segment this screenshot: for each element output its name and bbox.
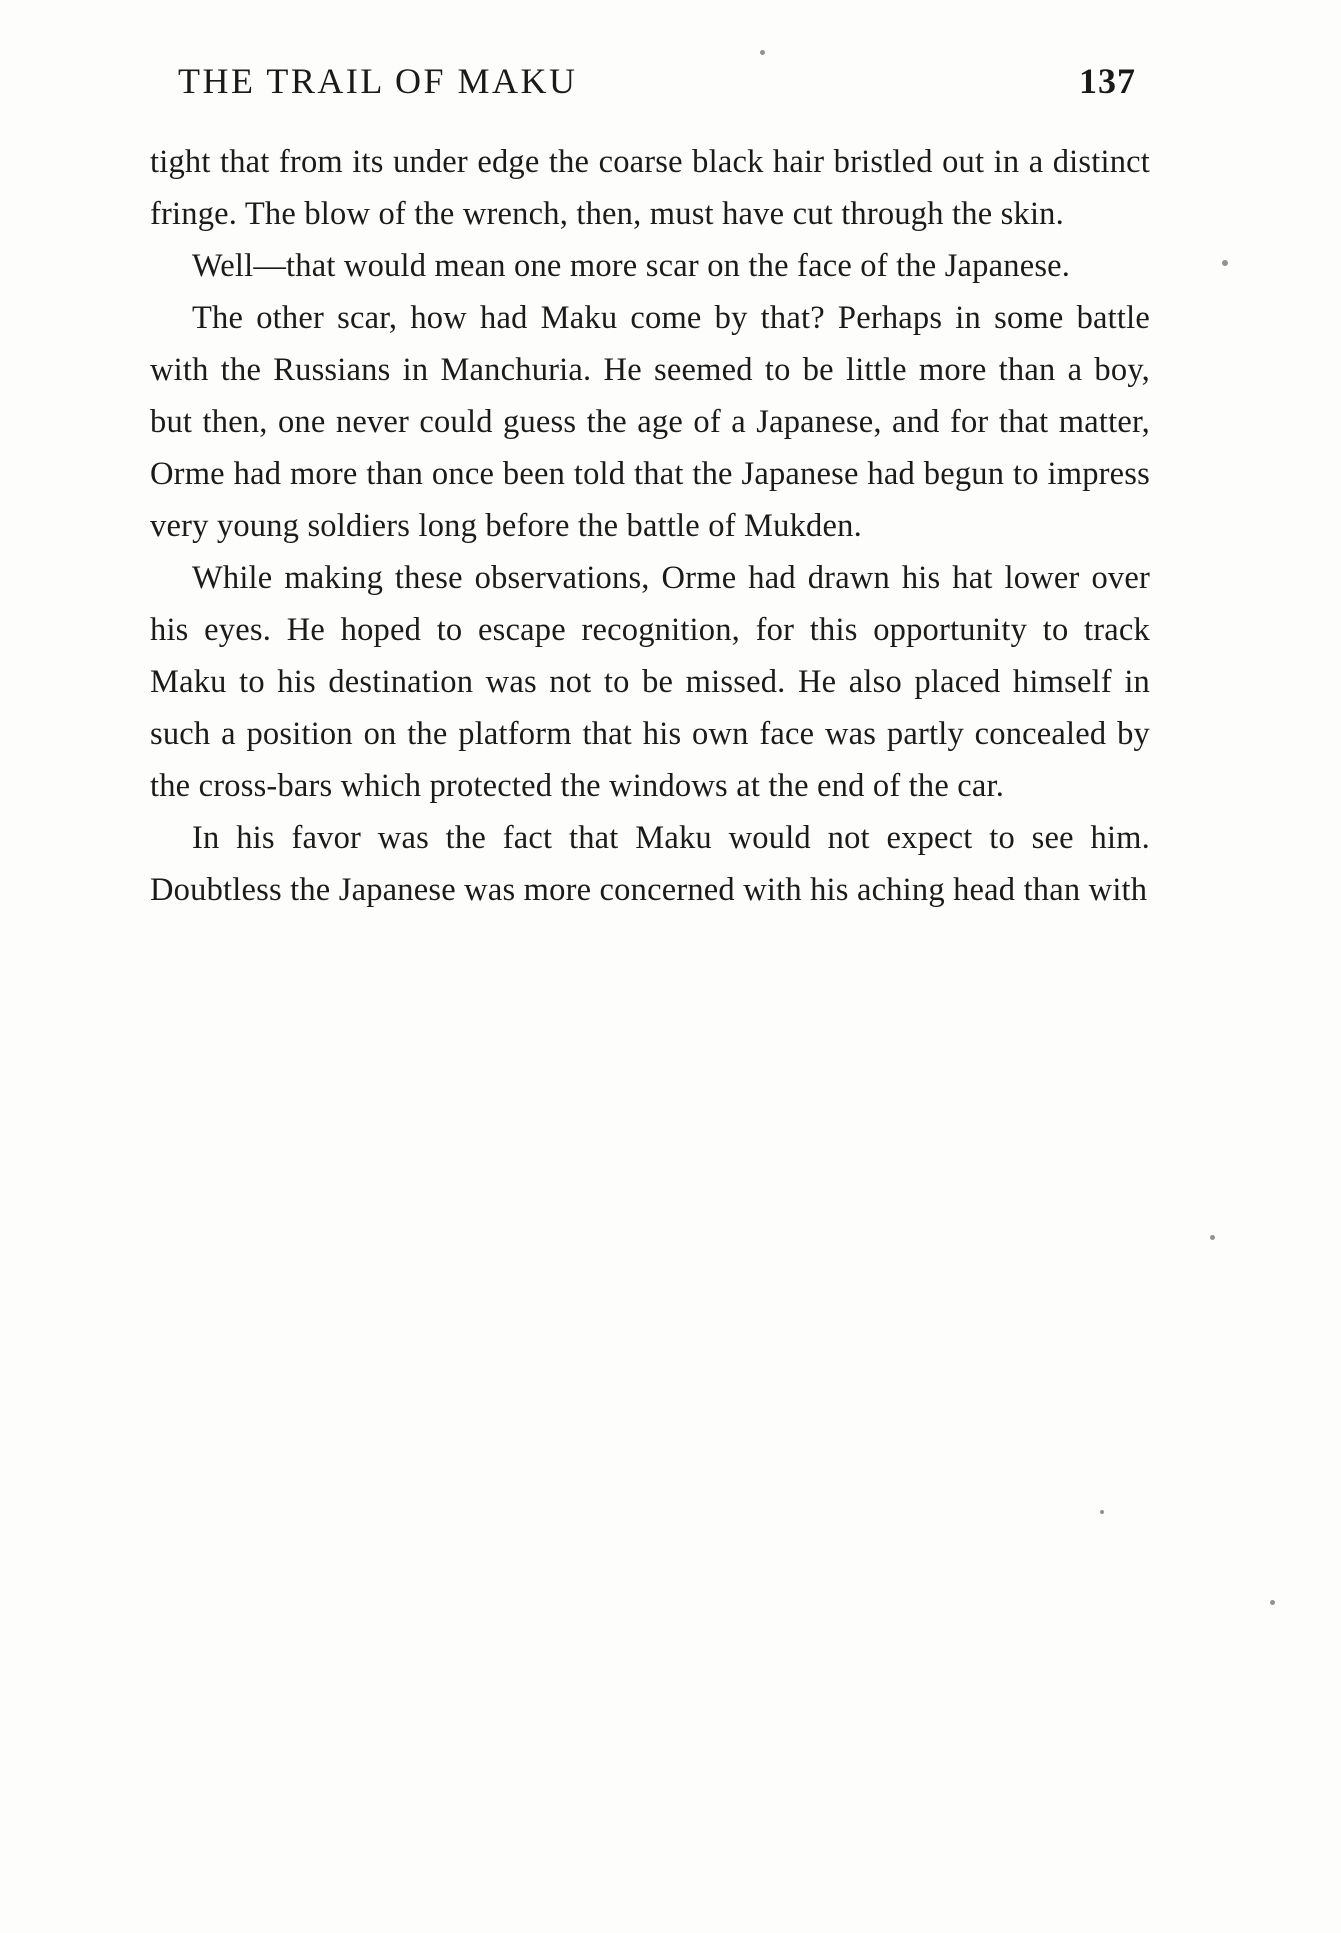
paragraph: The other scar, how had Maku come by that? Perhaps in some battle with the Russians in Manchuria. He seemed to be little more than a boy, but then, one never could guess the age of a Japanese, and for that matter, Orme had more than once been told that the Japanese had begun to impress very young soldiers long before the battle of Mukden. (150, 300, 1150, 544)
page-number: 137 (1079, 61, 1136, 101)
scan-speck (1222, 260, 1228, 266)
paragraph: Well—that would mean one more scar on the face of the Japanese. (192, 248, 1071, 284)
paragraph: While making these observations, Orme had drawn his hat lower over his eyes. He hoped to escape recognition, for this opportunity to track Maku to his destination was not to be missed. He also placed himself in such a position on the platform that his own face was partly concealed by the cross-bars which protected the windows at the end of the car. (150, 560, 1150, 804)
scan-speck (760, 50, 765, 55)
running-title: THE TRAIL OF MAKU (178, 61, 578, 101)
scan-speck (1100, 1510, 1104, 1514)
page-content (150, 60, 1150, 916)
scan-speck (1210, 1235, 1215, 1240)
paragraph: tight that from its under edge the coarse black hair bristled out in a distinct fringe. The blow of the wrench, then, must have cut through the skin. (150, 144, 1150, 232)
paragraph: In his favor was the fact that Maku would not expect to see him. Doubtless the Japanese was more concerned with his aching head than with (150, 820, 1150, 908)
body-text (150, 136, 1150, 916)
running-head (150, 60, 1150, 102)
scan-speck (1270, 1600, 1275, 1605)
